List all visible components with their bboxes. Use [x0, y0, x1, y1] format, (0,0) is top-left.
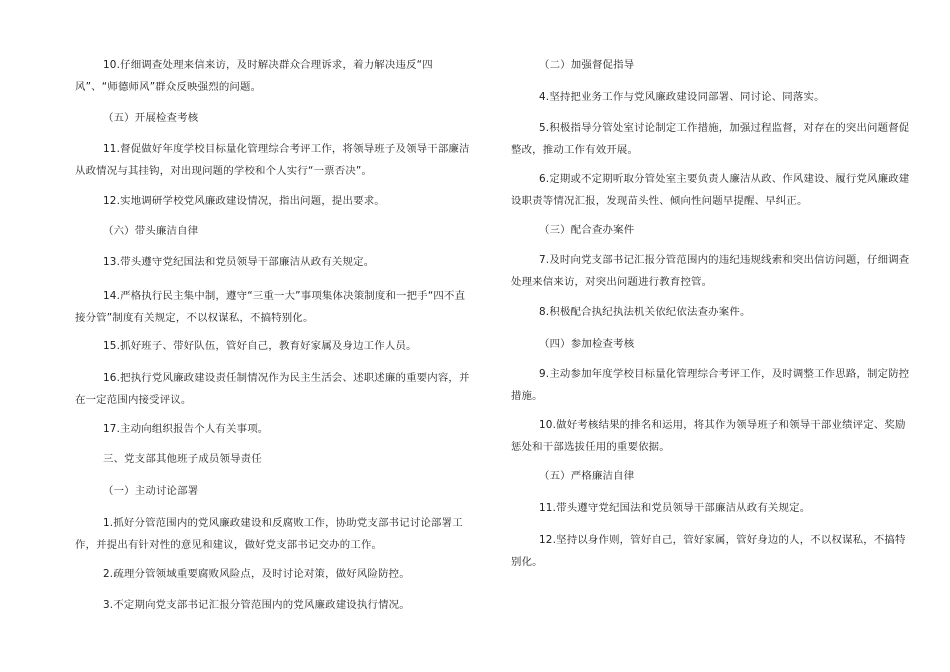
paragraph: 15.抓好班子、带好队伍，管好自己，教育好家属及身边工作人员。 [103, 340, 417, 352]
paragraph: 11.带头遵守党纪国法和党员领导干部廉洁从政有关规定。 [539, 502, 811, 514]
section-heading: （六）带头廉洁自律 [103, 225, 199, 237]
section-heading: 三、党支部其他班子成员领导责任 [103, 453, 262, 465]
paragraph: 9.主动参加年度学校目标量化管理综合考评工作，及时调整工作思路，制定防控措施。 [511, 368, 910, 402]
paragraph: 10.做好考核结果的排名和运用，将其作为领导班子和领导干部业绩评定、奖励惩处和干部选拔任用的重要依据。 [511, 419, 906, 453]
paragraph: 10.仔细调查处理来信来访，及时解决群众合理诉求，着力解决违反“四风”、“师德师风”群众反映强烈的问题。 [75, 59, 433, 93]
paragraph: 7.及时向党支部书记汇报分管范围内的违纪违规线索和突出信访问题，仔细调查处理来信来访，对突出问题进行教育控管。 [511, 254, 910, 288]
paragraph: 11.督促做好年度学校目标量化管理综合考评工作，将领导班子及领导干部廉洁从政情况与其挂钩，对出现问题的学校和个人实行“一票否决”。 [75, 143, 470, 177]
paragraph: 4.坚持把业务工作与党风廉政建设同部署、同讨论、同落实。 [539, 91, 825, 103]
paragraph: 6.定期或不定期听取分管处室主要负责人廉洁从政、作风建设、履行党风廉政建设职责等情况汇报，发现苗头性、倾向性问题早提醒、早纠正。 [511, 173, 910, 207]
paragraph: 12.实地调研学校党风廉政建设情况，指出问题，提出要求。 [103, 195, 385, 207]
section-heading: （五）严格廉洁自律 [539, 470, 635, 482]
section-heading: （一）主动讨论部署 [103, 485, 199, 497]
paragraph: 14.严格执行民主集中制，遵守“三重一大”事项集体决策制度和一把手“四不直接分管”制度有关规定，不以权谋私，不搞特别化。 [75, 290, 466, 324]
paragraph: 13.带头遵守党纪国法和党员领导干部廉洁从政有关规定。 [103, 256, 375, 268]
paragraph: 3.不定期向党支部书记汇报分管范围内的党风廉政建设执行情况。 [103, 599, 410, 611]
paragraph: 2.疏理分管领域重要腐败风险点，及时讨论对策，做好风险防控。 [103, 568, 410, 580]
paragraph: 16.把执行党风廉政建设责任制情况作为民主生活会、述职述廉的重要内容，并在一定范围内接受评议。 [75, 372, 470, 406]
paragraph: 1.抓好分管范围内的党风廉政建设和反腐败工作，协助党支部书记讨论部署工作，并提出有针对性的意见和建议，做好党支部书记交办的工作。 [75, 517, 463, 551]
paragraph: 8.积极配合执纪执法机关依纪依法查办案件。 [539, 306, 751, 318]
paragraph: 5.积极指导分管处室讨论制定工作措施，加强过程监督，对存在的突出问题督促整改，推动工作有效开展。 [511, 122, 910, 156]
section-heading: （四）参加检查考核 [539, 338, 635, 350]
section-heading: （二）加强督促指导 [539, 59, 635, 71]
section-heading: （三）配合查办案件 [539, 224, 635, 236]
paragraph: 17.主动向组织报告个人有关事项。 [103, 423, 269, 435]
paragraph: 12.坚持以身作则，管好自己，管好家属，管好身边的人，不以权谋私，不搞特别化。 [511, 534, 906, 568]
section-heading: （五）开展检查考核 [103, 112, 199, 124]
